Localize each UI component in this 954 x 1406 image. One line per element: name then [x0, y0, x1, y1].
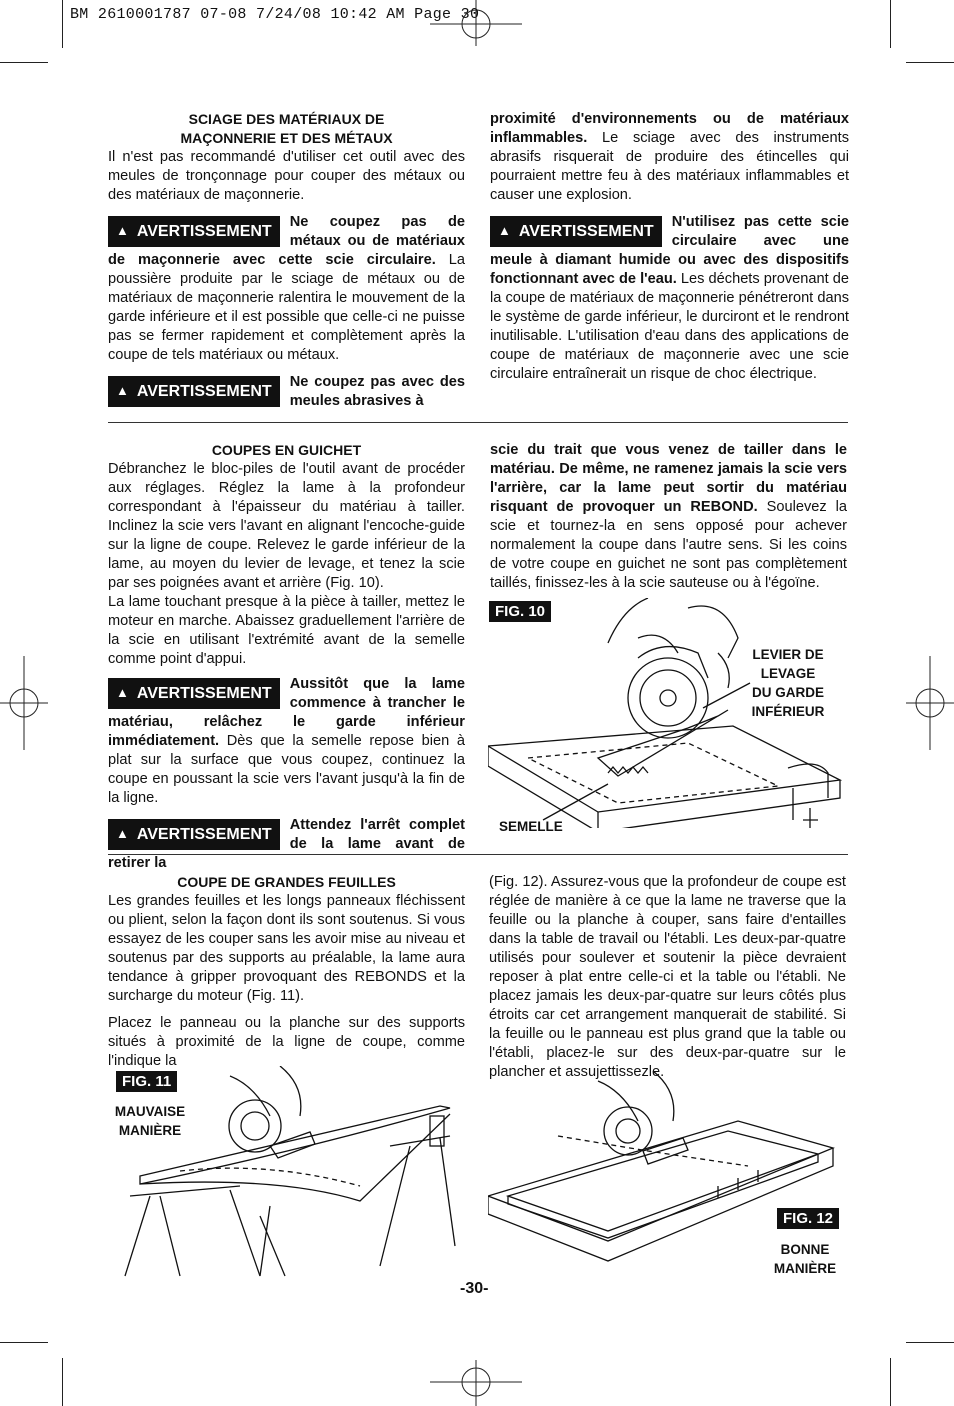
warning-block-1 — [108, 213, 465, 365]
warning-block-2 — [108, 373, 465, 411]
warning-triangle-icon: ▲ — [116, 383, 129, 398]
section2-right — [490, 441, 847, 593]
warning-badge: ▲ AVERTISSEMENT — [108, 819, 280, 850]
warning-3-bold: N'utilisez pas cette scie circulaire avec une meule à diamant humide ou avec des dispositifs fonctionnant avec de l'eau. — [490, 214, 849, 287]
section3-left — [108, 873, 465, 1071]
divider-2 — [108, 854, 848, 855]
section2-right-bold: scie du trait que vous venez de tailler dans le matériau. De même, ne ramenez jamais la scie vers l'arrière, car la lame peut sortir du matériau risquant de provoquer un REBOND. — [490, 442, 847, 515]
section1-intro: Il n'est pas recommandé d'utiliser cet outil avec des meules de tronçonnage pour couper des métaux ou des matériaux de maçonnerie. — [108, 149, 465, 203]
warning-1-bold: Ne coupez pas de métaux ou de matériaux de maçonnerie avec cette scie circulaire. — [108, 214, 465, 268]
fig10-lever-caption: LEVIER DE LEVAGE DU GARDE INFÉRIEUR — [751, 647, 825, 719]
fig11-caption: MAUVAISE MANIÈRE — [114, 1104, 186, 1138]
warning-block-3 — [490, 213, 849, 384]
fig12-illustration — [488, 1066, 838, 1266]
warning-2-bold: Ne coupez pas avec des meules abrasives à — [289, 374, 465, 409]
section1-title-line2: MAÇONNERIE ET DES MÉTAUX — [180, 130, 393, 146]
warning-badge: ▲ AVERTISSEMENT — [108, 678, 280, 709]
warning-5-bold: Attendez l'arrêt complet de la lame avant de retirer la — [108, 817, 465, 871]
fig11-label: FIG. 11 — [116, 1071, 177, 1092]
page-number: -30- — [460, 1280, 489, 1297]
fig10-label: FIG. 10 — [489, 601, 551, 622]
section1-right — [490, 110, 849, 384]
section1-title-line1: SCIAGE DES MATÉRIAUX DE — [188, 111, 385, 127]
warning-badge: ▲ AVERTISSEMENT — [108, 216, 280, 247]
warning-4-text: Dès que la semelle repose bien à plat sur la surface que vous coupez, continuez la coupe en poussant la scie vers l'avant jusqu'à la fin de la ligne. — [108, 733, 465, 806]
section3-p2: Placez le panneau ou la planche sur des supports situés à proximité de la ligne de coupe, comme l'indique la — [108, 1015, 465, 1069]
fig12-caption: BONNE MANIÈRE — [773, 1242, 837, 1276]
warning-triangle-icon: ▲ — [116, 685, 129, 700]
fig11-illustration — [120, 1066, 460, 1281]
section3-title: COUPE DE GRANDES FEUILLES — [177, 874, 396, 890]
fig10-shoe-caption: SEMELLE — [499, 819, 563, 834]
warning-badge: ▲ AVERTISSEMENT — [490, 216, 662, 247]
section1-right-bold: proximité d'environnements ou de matériaux inflammables. — [490, 111, 849, 146]
warning-1-text: La poussière produite par le sciage de métaux ou de matériaux de maçonnerie ralentira le mouvement de la garde inférieure et il est possible que celle-ci ne puisse pas se fermer rapidement et complètement après la coupe de tels matériaux ou métaux. — [108, 252, 465, 363]
section2-title: COUPES EN GUICHET — [211, 442, 362, 458]
warning-triangle-icon: ▲ — [116, 826, 129, 841]
print-header: BM 2610001787 07-08 7/24/08 10:42 AM Page 30 — [70, 6, 480, 23]
section2-right-text: Soulevez la scie et tournez-la en sens opposé pour achever normalement la coupe dans l'autre sens. Si les coins de votre coupe en guichet ne sont pas complètement taillés, finissez-les à la scie sauteuse ou à l'égoïne. — [490, 499, 847, 591]
fig12-label: FIG. 12 — [777, 1208, 839, 1229]
warning-block-4 — [108, 675, 465, 808]
section3-right-text: (Fig. 12). Assurez-vous que la profondeur de coupe est réglée de manière à ce que la lame ne traverse que la feuille ou la planche à couper, sans faire d'entailles dans la table de travail ou l'établi. Les deux-par-quatre utilisés pour soulever et soutenir la pièce devraient reposer à plat entre celle-ci et la table ou l'établi. Ne placez jamais les deux-par-quatre sur leurs côtés plus étroits car cet arrangement manquerait de stabilité. Si la feuille ou le panneau est plus grand que la table ou l'établi, placez-le sur des deux-par-quatre sur le plancher et assujettissezle. — [489, 874, 846, 1080]
section3-p1: Les grandes feuilles et les longs panneaux fléchissent ou plient, selon la façon dont ils sont soutenus. Si vous essayez de les couper sans les avoir mise au niveau et soutenus par des supports au préalable, la lame aura tendance à gripper provoquant des REBONDS et la surcharge du moteur (Fig. 11). — [108, 893, 465, 1004]
section3-right — [489, 873, 846, 1082]
divider-1 — [108, 422, 848, 423]
section2-p2: La lame touchant presque à la pièce à tailler, mettez le moteur en marche. Abaissez graduellement l'arrière de la scie en utilisant l'extrémité avant de la semelle comme point d'appui. — [108, 594, 465, 667]
section1-right-text: Le sciage avec des instruments abrasifs risquerait de produire des étincelles qui pourraient mettre feu à des matériaux inflammables et causer une explosion. — [490, 130, 849, 203]
warning-triangle-icon: ▲ — [498, 223, 511, 238]
warning-block-5 — [108, 816, 465, 873]
warning-3-text: Les déchets provenant de la coupe de matériaux de maçonnerie pénétreront dans le système de garde inférieur, le durciront et le rendront inutilisable. L'utilisation d'eau dans des applications de coupe de matériaux de maçonnerie avec une scie circulaire entraînerait un risque de choc électrique. — [490, 271, 849, 382]
section2-left — [108, 441, 465, 873]
warning-4-bold: Aussitôt que la lame commence à trancher le matériau, relâchez le garde inférieur immédiatement. — [108, 676, 465, 749]
section1-left — [108, 110, 465, 411]
section2-p1: Débranchez le bloc-piles de l'outil avant de procéder aux réglages. Réglez la lame à la profondeur correspondant à l'épaisseur du matériau à tailler. Inclinez la scie vers l'avant en alignant l'encoche-guide sur la ligne de coupe. Relevez le garde inférieur de la lame, au moyen du levier de levage, et tenez la scie par ses poignées avant et arrière (Fig. 10). — [108, 461, 465, 591]
warning-badge: ▲ AVERTISSEMENT — [108, 376, 280, 407]
warning-triangle-icon: ▲ — [116, 223, 129, 238]
